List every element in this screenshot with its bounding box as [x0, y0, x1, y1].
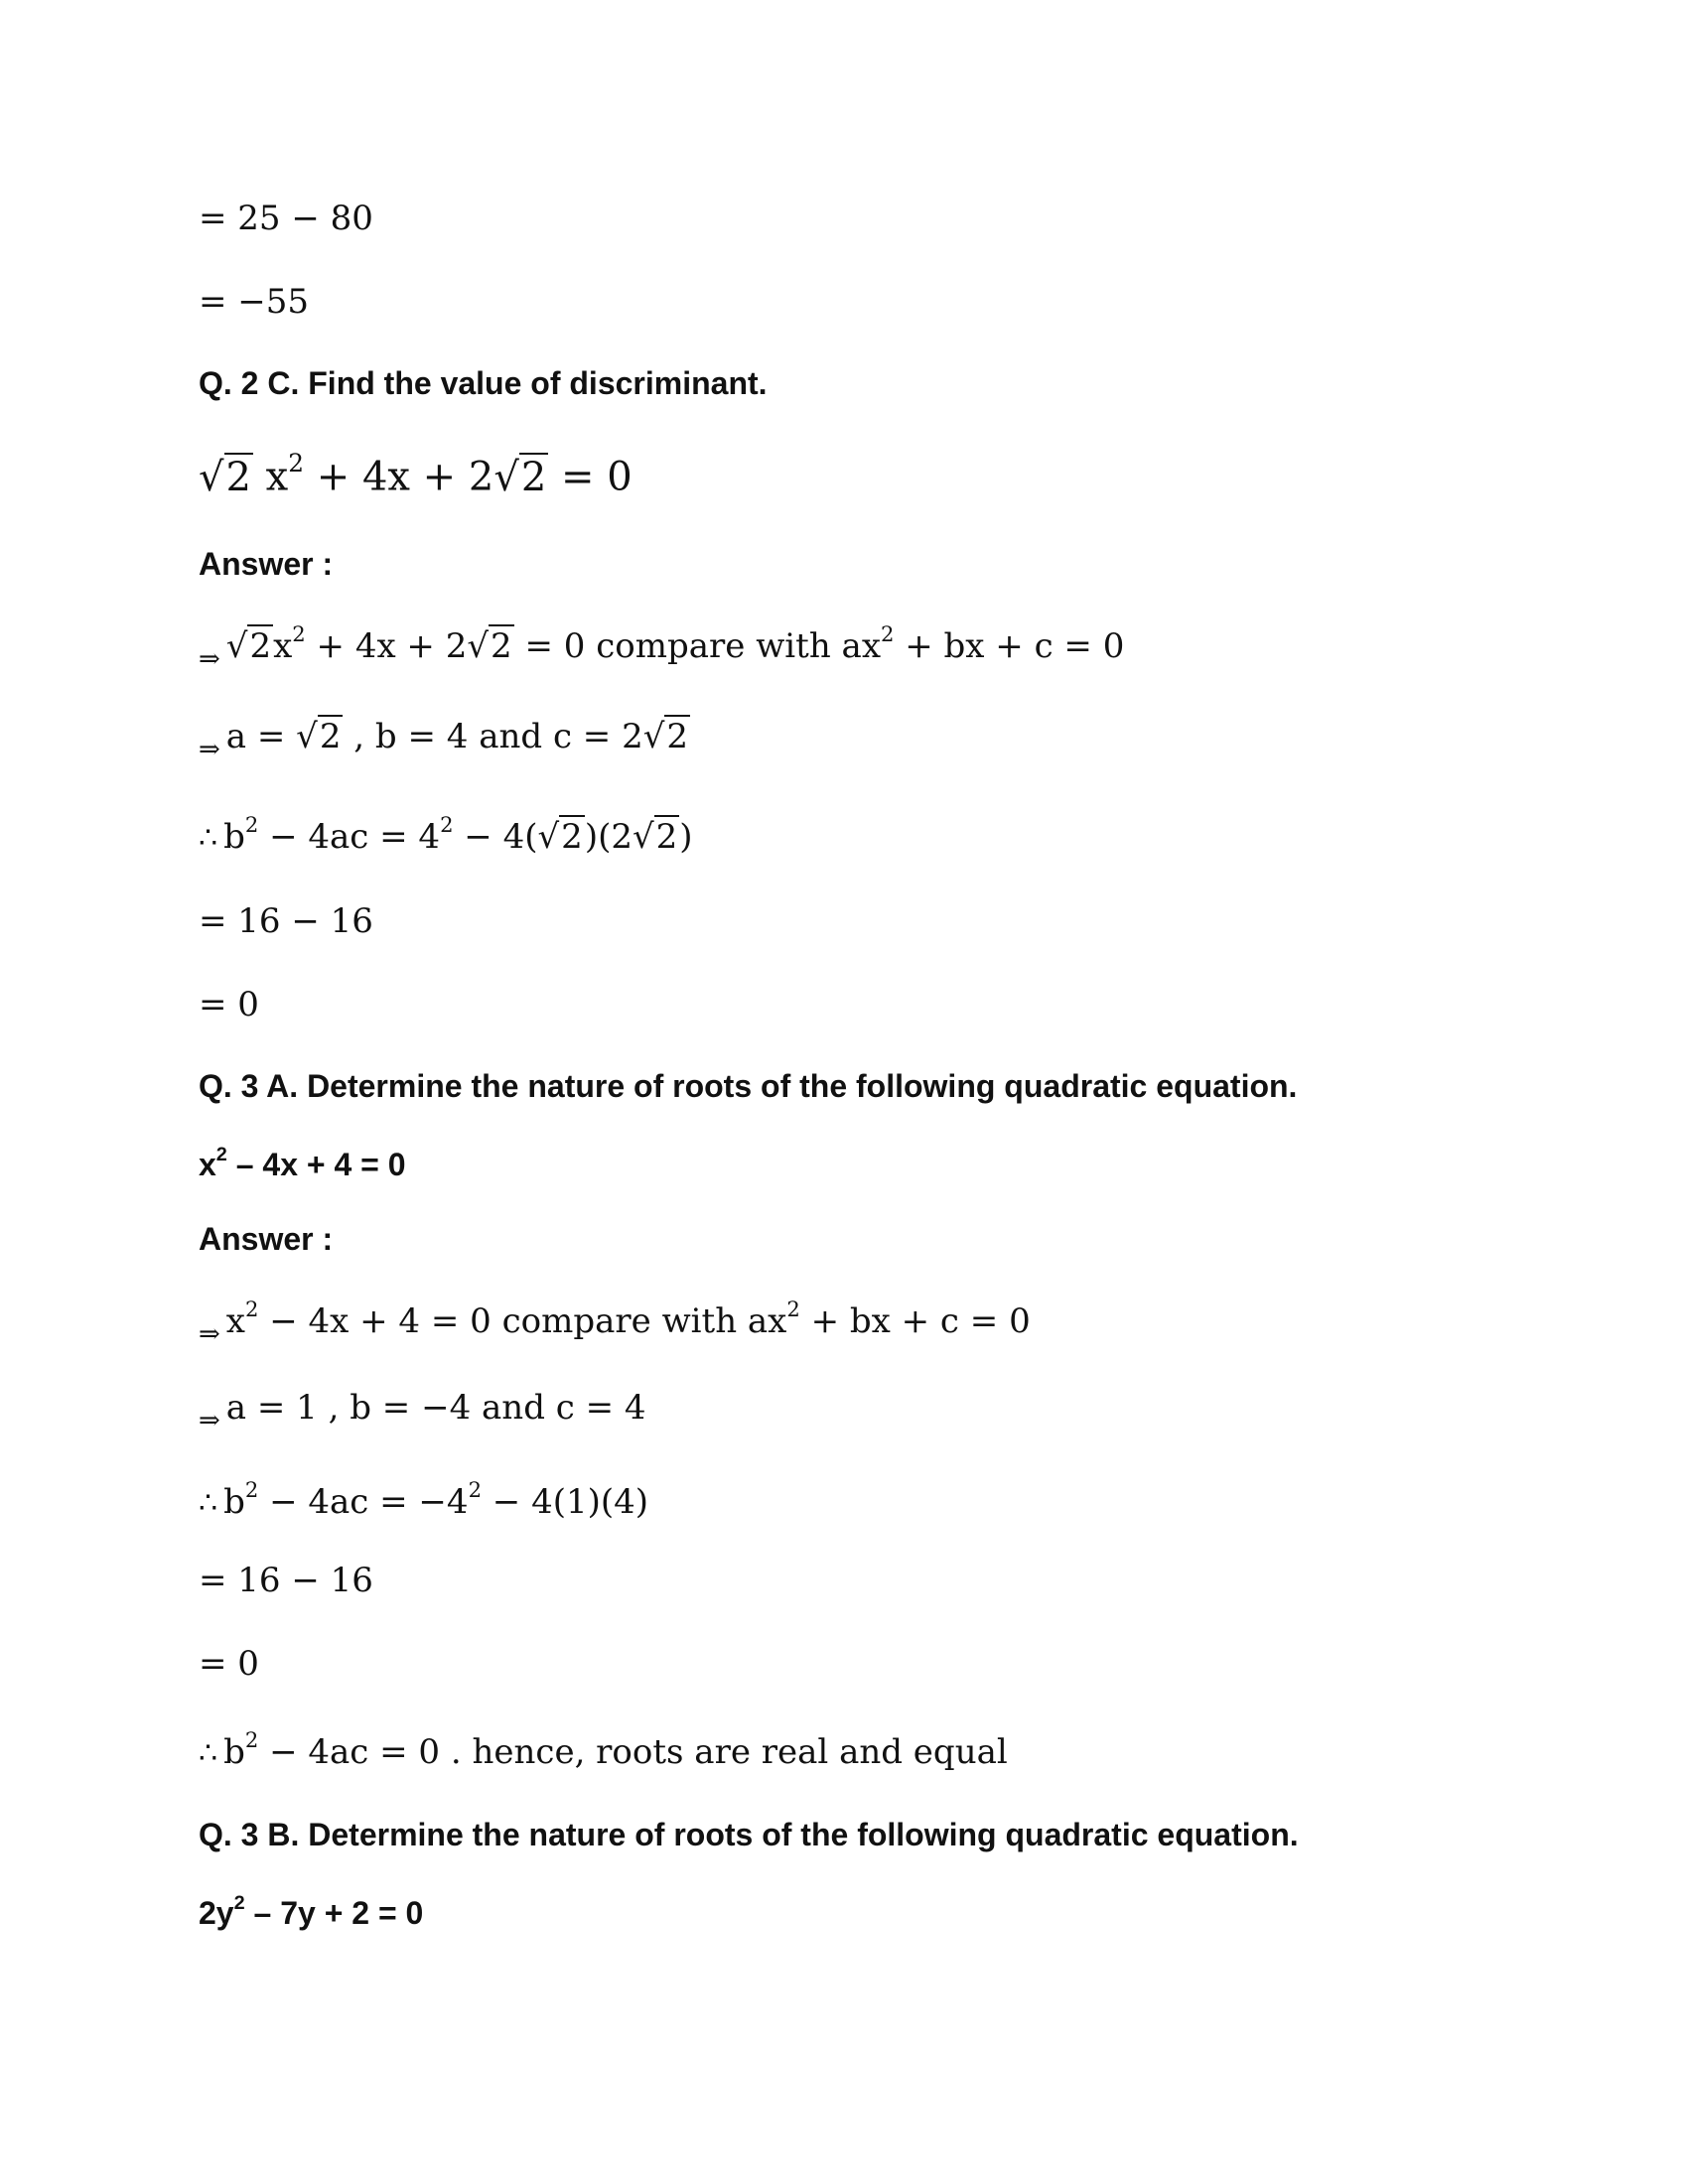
solution-step: ⇒ $√2x^2 + 4x + 2√2 = 0$ compare with $ax^2$ + bx + c = 0	[199, 621, 1125, 674]
question-heading: Q. 3 A. Determine the nature of roots of the following quadratic equation.	[199, 1068, 1298, 1104]
solution-conclusion: ∴ $b^2 - 4ac = 0$ . hence, roots are real and equal	[199, 1727, 1008, 1772]
question-equation: $2y^2 - 7y + 2 = 0$	[199, 1892, 424, 1931]
solution-step: ⇒ a = 1 , b = −4 and c = 4	[199, 1388, 646, 1435]
sqrt-symbol: √2	[493, 454, 547, 500]
implies-icon: ⇒	[199, 1406, 220, 1435]
question-equation: $x^2 - 4x + 4 = 0$	[199, 1144, 406, 1182]
calc-line: = 16 − 16	[199, 1561, 373, 1600]
question-heading: Q. 3 B. Determine the nature of roots of the following quadratic equation.	[199, 1817, 1299, 1852]
calc-line: = 0	[199, 985, 259, 1024]
question-equation: √2 $x^2 + 4x + 2√2 = 0$	[199, 449, 633, 500]
answer-label: Answer :	[199, 1221, 334, 1257]
answer-label: Answer :	[199, 546, 334, 582]
implies-icon: ⇒	[199, 643, 220, 674]
calc-line: = 16 − 16	[199, 901, 373, 941]
solution-step: ∴ $b^2 - 4ac = 4^2 - 4(√2)(2√2)$	[199, 812, 693, 857]
calc-line: = −55	[199, 282, 310, 322]
implies-icon: ⇒	[199, 735, 220, 764]
implies-icon: ⇒	[199, 1318, 220, 1349]
solution-step: ⇒ a = √2 , b = 4 and c = 2√2	[199, 717, 689, 764]
solution-step: ∴ $b^2 - 4ac = -4^2 - 4(1)(4)$	[199, 1477, 649, 1522]
calc-line: = 25 − 80	[199, 199, 373, 238]
therefore-icon: ∴	[199, 820, 218, 856]
question-heading: Q. 2 C. Find the value of discriminant.	[199, 365, 768, 401]
calc-line: = 0	[199, 1644, 259, 1684]
sqrt-symbol: √2	[199, 454, 251, 500]
therefore-icon: ∴	[199, 1735, 218, 1771]
solution-step: ⇒ $x^2 - 4x + 4 = 0$ compare with $ax^2$ + bx + c = 0	[199, 1297, 1031, 1349]
therefore-icon: ∴	[199, 1485, 218, 1521]
